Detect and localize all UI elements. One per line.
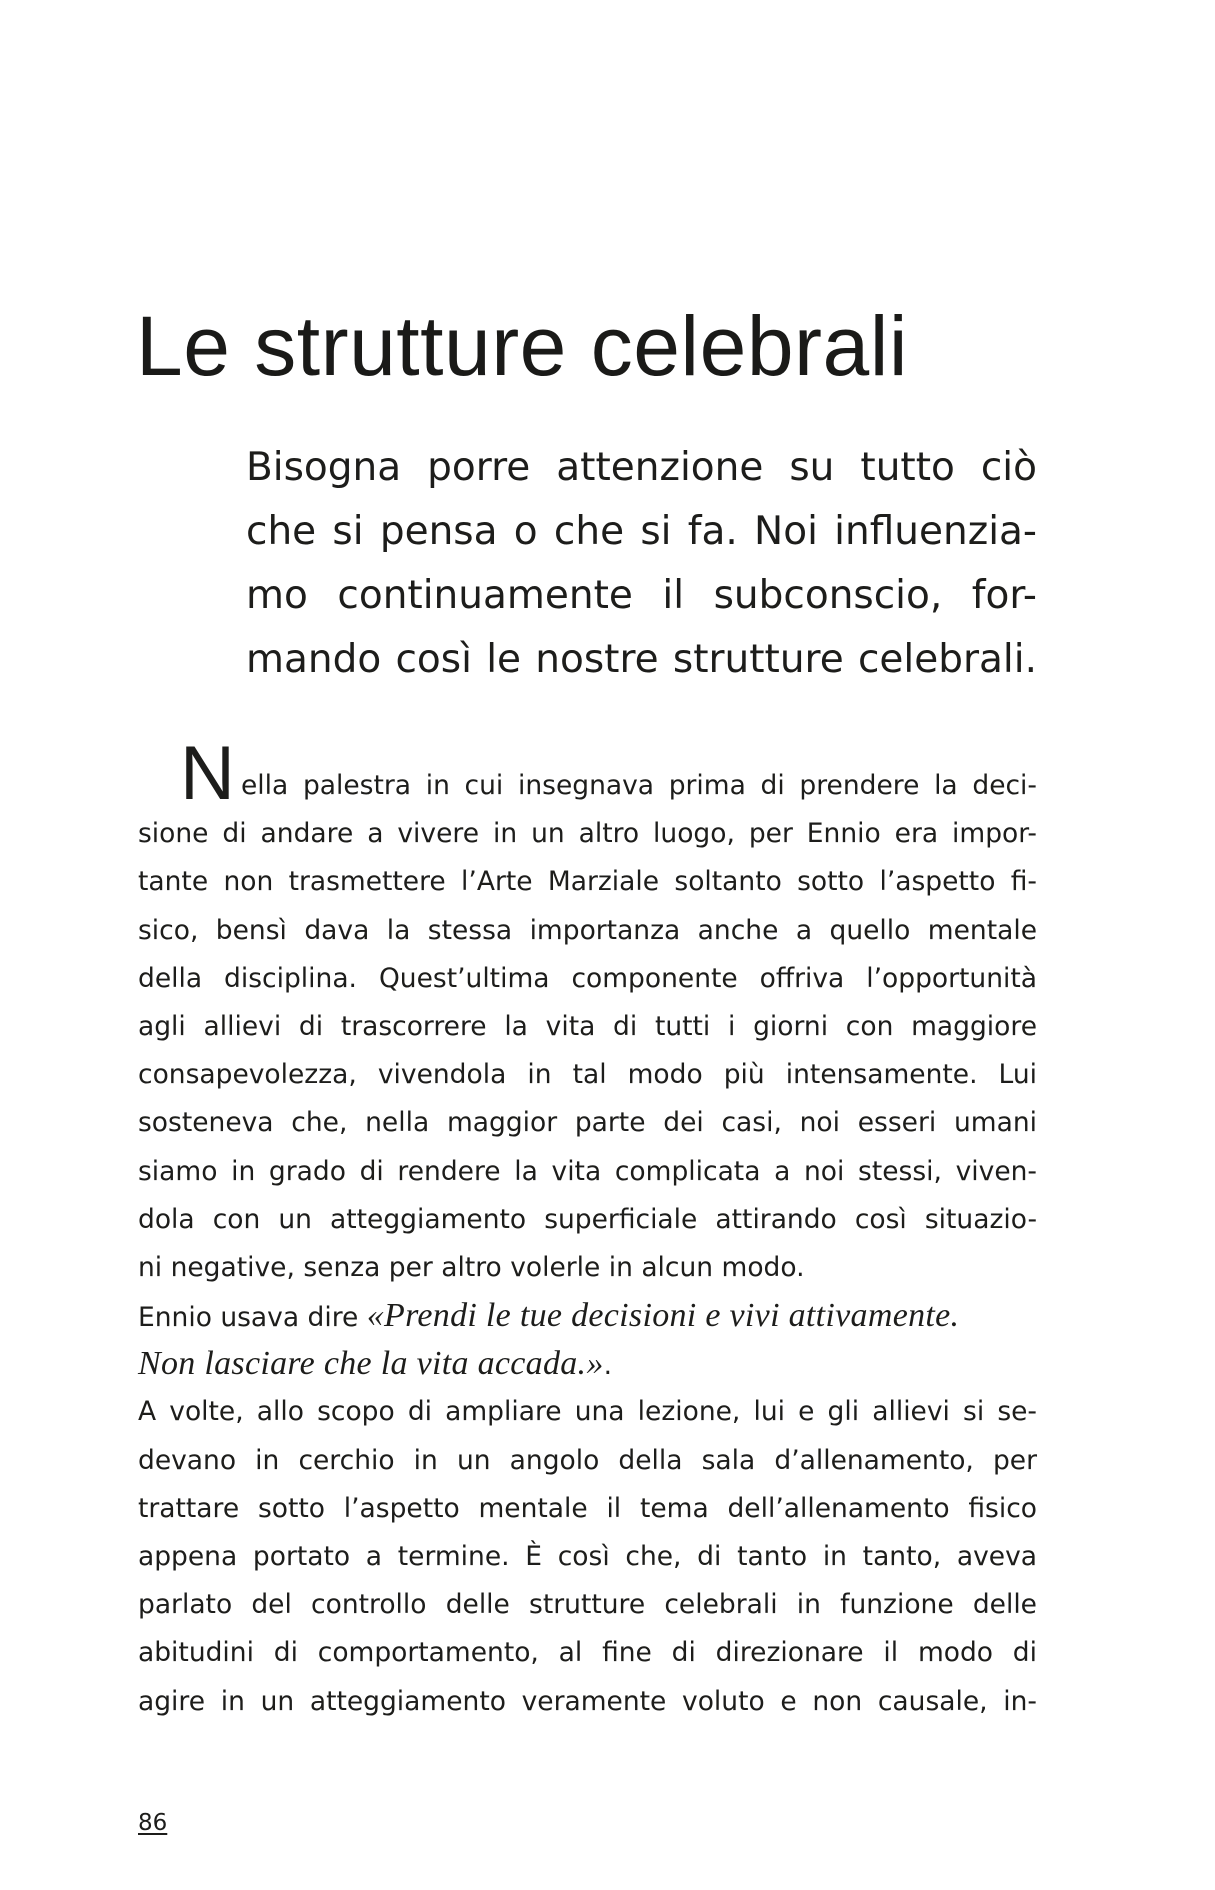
body-line: devano in cerchio in un angolo della sala d’allenamento, per [138, 1444, 1037, 1476]
body-line: sico, bensì dava la stessa importanza anche a quello mentale [138, 914, 1037, 946]
body-line: A volte, allo scopo di ampliare una lezione, lui e gli allievi si se- [138, 1396, 1037, 1428]
chapter-title: Le strutture celebrali [136, 299, 909, 393]
body-line: sione di andare a vivere in un altro luogo, per Ennio era impor- [138, 818, 1037, 850]
body-line: tante non trasmettere l’Arte Marziale soltanto sotto l’aspetto fi- [138, 866, 1037, 898]
body-line: ella palestra in cui insegnava prima di prendere la deci- [241, 770, 1037, 801]
quote-line-2 [138, 1340, 1037, 1388]
body-line: parlato del controllo delle strutture celebrali in funzione delle [138, 1589, 1037, 1621]
epigraph-line: che si pensa o che si fa. Noi influenzia- [246, 509, 1037, 554]
body-line: abitudini di comportamento, al fine di direzionare il modo di [138, 1637, 1037, 1669]
page-number: 86 [138, 1810, 168, 1836]
body-text [138, 731, 1037, 1726]
body-line: dola con un atteggiamento superficiale attirando così situazio- [138, 1203, 1037, 1235]
drop-cap: N [180, 731, 235, 816]
body-line: siamo in grado di rendere la vita complicata a noi stessi, viven- [138, 1155, 1037, 1187]
body-first-line [138, 731, 1037, 816]
body-line: consapevolezza, vivendola in tal modo più intensamente. Lui [138, 1059, 1037, 1091]
quote-end: . [603, 1350, 613, 1382]
body-line: appena portato a termine. È così che, di tanto in tanto, aveva [138, 1541, 1037, 1572]
body-line: trattare sotto l’aspetto mentale il tema dell’allenamento fisico [138, 1492, 1037, 1524]
handwritten-quote: «Prendi le tue decisioni e vivi attivamente. [366, 1297, 960, 1335]
quote-line-1 [138, 1292, 1037, 1340]
epigraph-line: mando così le nostre strutture celebrali. [246, 637, 1037, 682]
epigraph-line: mo continuamente il subconscio, for- [246, 573, 1037, 618]
handwritten-quote: Non lasciare che la vita accada.» [138, 1345, 604, 1383]
body-line: sosteneva che, nella maggior parte dei casi, noi esseri umani [138, 1107, 1037, 1139]
body-line: ni negative, senza per altro volerle in alcun modo. [138, 1251, 805, 1283]
body-line: agire in un atteggiamento veramente voluto e non causale, in- [138, 1685, 1037, 1717]
epigraph [246, 436, 1037, 692]
epigraph-line: Bisogna porre attenzione su tutto ciò [246, 445, 1037, 490]
body-line: agli allievi di trascorrere la vita di tutti i giorni con maggiore [138, 1010, 1037, 1042]
body-line: della disciplina. Quest’ultima componente offriva l’opportunità [138, 962, 1037, 994]
quote-intro: Ennio usava dire [138, 1302, 367, 1334]
